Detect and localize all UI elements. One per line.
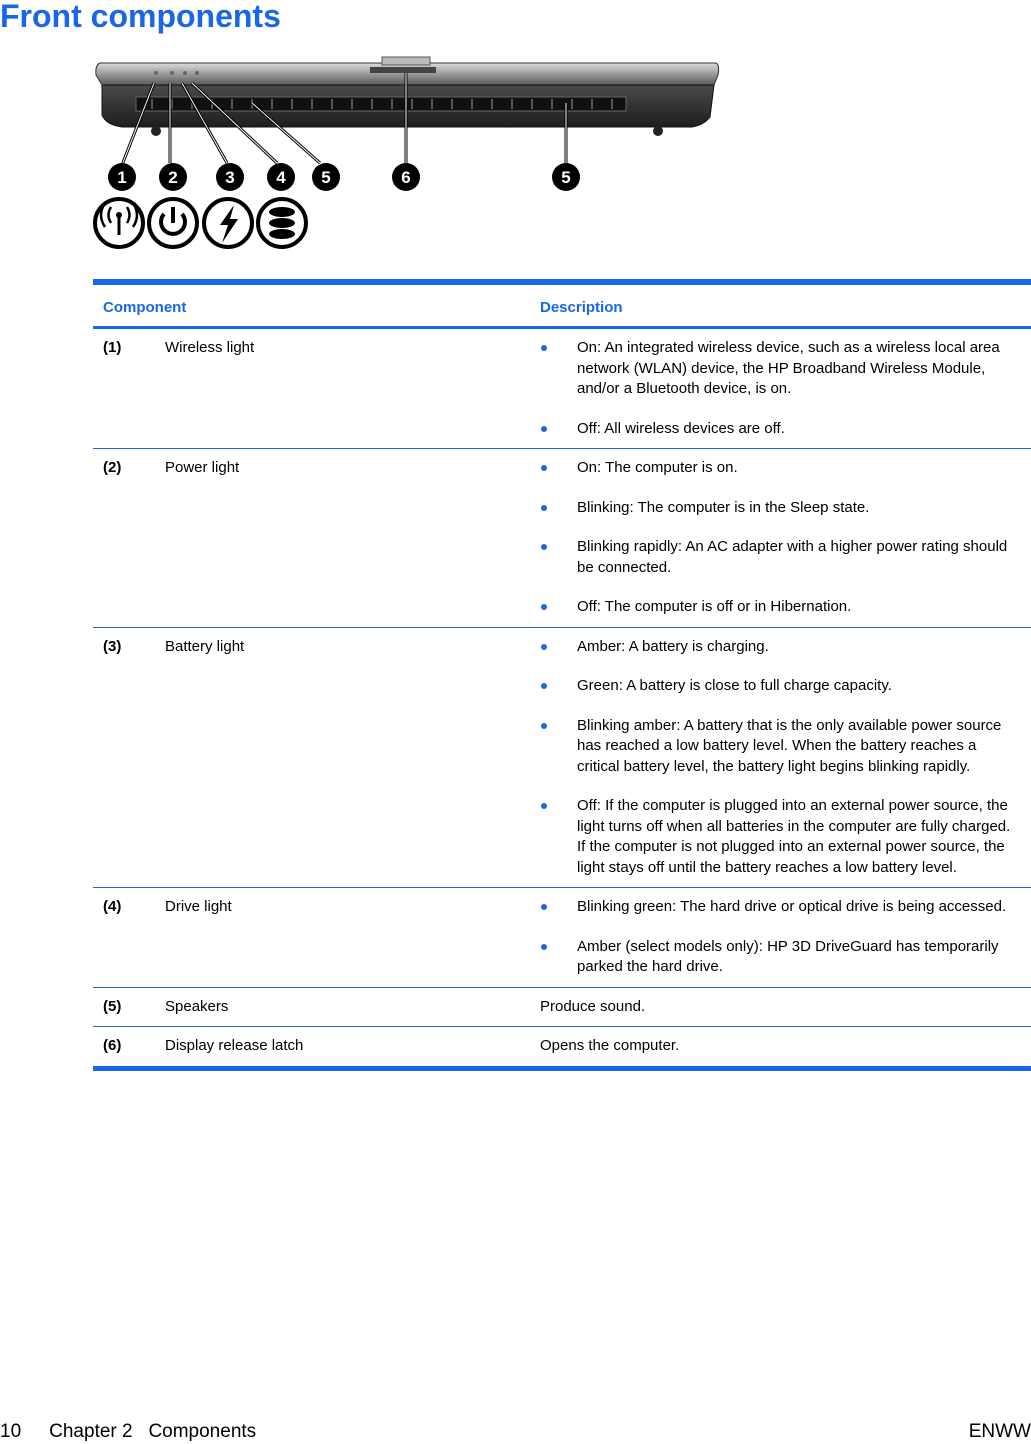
- callout-1: 1: [117, 168, 127, 187]
- callout-6: 6: [401, 168, 411, 187]
- description-cell: [530, 888, 1031, 988]
- bullet-item: Amber (select models only): HP 3D DriveGuard has temporarily parked the hard drive.: [540, 937, 1021, 978]
- bullet-item: Blinking: The computer is in the Sleep state.: [540, 498, 1021, 519]
- row-number: (2): [93, 449, 155, 628]
- row-number: (6): [93, 1027, 155, 1069]
- description-cell: [530, 449, 1031, 628]
- bullet-item: On: The computer is on.: [540, 458, 1021, 479]
- laptop-front-illustration: [92, 55, 722, 255]
- page-number: 10: [0, 1421, 22, 1442]
- bullet-item: Green: A battery is close to full charge capacity.: [540, 676, 1021, 697]
- row-number: (5): [93, 987, 155, 1027]
- description-cell: [530, 328, 1031, 449]
- table-row: [93, 328, 1031, 449]
- callout-4: 4: [276, 168, 286, 187]
- foot-left: [151, 126, 161, 136]
- component-name: Battery light: [155, 627, 530, 888]
- callout-5b: 5: [561, 168, 571, 187]
- callout-5: 5: [321, 168, 331, 187]
- component-name: Drive light: [155, 888, 530, 988]
- column-header-component: Component: [93, 282, 530, 328]
- power-icon: [149, 199, 197, 247]
- foot-right: [653, 126, 663, 136]
- column-header-description: Description: [530, 282, 1031, 328]
- table-row: [93, 449, 1031, 628]
- description-cell: Produce sound.: [530, 987, 1031, 1027]
- display-latch: [370, 67, 436, 73]
- drive-icon: [258, 199, 306, 247]
- bullet-item: Amber: A battery is charging.: [540, 637, 1021, 658]
- component-name: Speakers: [155, 987, 530, 1027]
- callout-2: 2: [168, 168, 178, 187]
- components-table-wrap: [93, 279, 1031, 1071]
- bullet-item: On: An integrated wireless device, such as a wireless local area network (WLAN) device, the HP Broadband Wireless Module, and/or a Bluetooth device, is on.: [540, 338, 1021, 400]
- bullet-item: Off: All wireless devices are off.: [540, 419, 1021, 440]
- component-name: Display release latch: [155, 1027, 530, 1069]
- bullet-item: Blinking amber: A battery that is the only available power source has reached a low battery level. When the battery reaches a critical battery level, the battery light begins blinking rapidly.: [540, 716, 1021, 778]
- bullet-item: Blinking rapidly: An AC adapter with a higher power rating should be connected.: [540, 537, 1021, 578]
- row-number: (3): [93, 627, 155, 888]
- chapter-label: Chapter 2: [49, 1421, 133, 1442]
- section-label: Components: [148, 1421, 257, 1442]
- row-number: (4): [93, 888, 155, 988]
- table-row: [93, 888, 1031, 988]
- footer-left: [0, 1421, 256, 1443]
- components-table: [93, 279, 1031, 1071]
- description-cell: [530, 627, 1031, 888]
- table-row: [93, 987, 1031, 1027]
- row-number: (1): [93, 328, 155, 449]
- bullet-item: Off: If the computer is plugged into an external power source, the light turns off when all batteries in the computer are fully charged. If the computer is not plugged into an external power source, the light stays off until the battery reaches a low battery level.: [540, 796, 1021, 878]
- component-name: Wireless light: [155, 328, 530, 449]
- table-row: [93, 627, 1031, 888]
- battery-bolt-icon: [204, 199, 252, 247]
- bullet-item: Blinking green: The hard drive or optical drive is being accessed.: [540, 897, 1021, 918]
- bullet-item: Off: The computer is off or in Hibernation.: [540, 597, 1021, 618]
- wireless-icon: [95, 199, 143, 247]
- table-row: [93, 1027, 1031, 1069]
- description-cell: Opens the computer.: [530, 1027, 1031, 1069]
- page-title: Front components: [0, 0, 281, 34]
- locale-code: ENWW: [968, 1421, 1031, 1442]
- latch-bump: [382, 57, 430, 65]
- laptop-front-svg: [92, 55, 722, 255]
- callout-3: 3: [225, 168, 235, 187]
- component-name: Power light: [155, 449, 530, 628]
